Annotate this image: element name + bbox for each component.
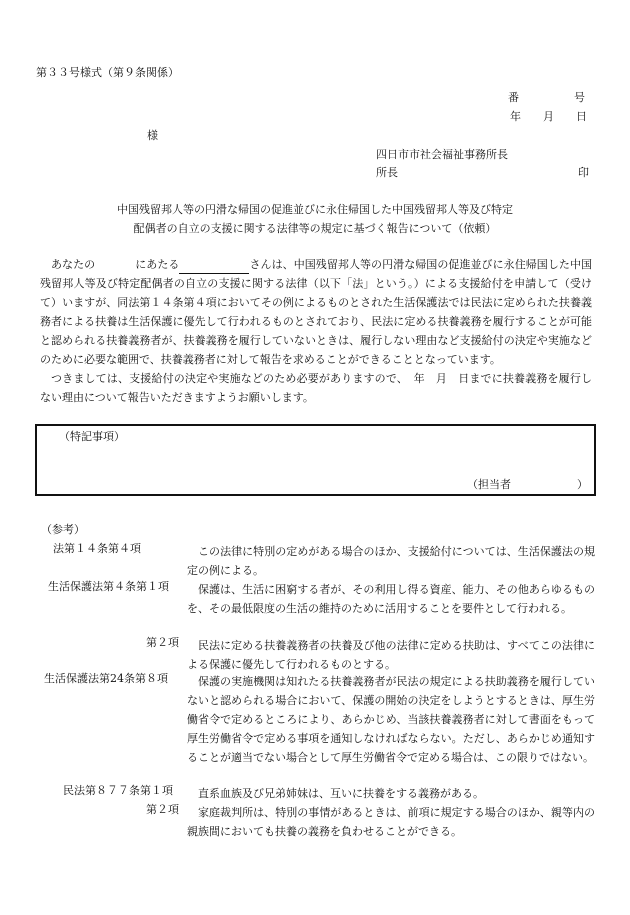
- body-p1-rest: さんは、中国残留邦人等の円滑な帰国の促進並びに永住帰国した中国残留邦人等及び特定配偶者の自立の支援に関する法律（以下「法」という。）による支援給付を申請して（受けて）いますが、同法第１４条第４項においてその例によるものとされた生活保護法では民法に定められた扶養義務者による扶養は生活保護に優先して行われるものとされており、民法に定める扶養義務を履行することが可能と認められる扶養義務者が、扶養義務を履行していないときは、履行しない理由など支援給付の決定や実施などのために必要な範囲で、扶養義務者に対して報告を求めることができることとなっています。: [40, 258, 593, 366]
- remarks-label: （特記事項）: [59, 430, 125, 443]
- reference-text: 保護は、生活に困窮する者が、その利用し得る資産、能力、その他あらゆるものを、その最低限度の生活の維持のために活用することを要件として行われる。: [187, 583, 595, 615]
- number-label: 番 号: [508, 91, 585, 104]
- body-paragraph-1: [40, 255, 592, 369]
- reference-text: 家庭裁判所は、特別の事情があるときは、前項に規定する場合のほか、親等内の親族間においても扶養の義務を負わせることができる。: [187, 806, 595, 838]
- issuer-office: 四日市市社会福祉事務所長: [376, 148, 508, 161]
- reference-text: 民法に定める扶養義務者の扶養及び他の法律に定める扶助は、すべてこの法律による保護に優先して行われるものとする。: [187, 639, 595, 671]
- reference-label: 生活保護法第４条第１項: [48, 580, 169, 593]
- title-line-2: 配偶者の自立の支援に関する法律等の規定に基づく報告について（依頼）: [133, 222, 497, 235]
- reference-label: 第２項: [146, 636, 179, 649]
- form-number: 第３３号様式（第９条関係）: [36, 66, 179, 79]
- body-p1-start: あなたの: [51, 258, 96, 271]
- document-title: [40, 200, 590, 238]
- reference-text: 保護の実施機関は知れたる扶養義務者が民法の規定による扶助義務を履行していないと認められる場合において、保護の開始の決定をしようとするときは、厚生労働省令で定めるところにより、あらかじめ、当該扶養義務者に対して書面をもって厚生労働省令で定める事項を通知しなければならない。ただし、あらかじめ通知することが適当でない場合として厚生労働省令で定める場合は、この限りではない。: [187, 675, 595, 764]
- reference-label: 民法第８７７条第１項: [63, 784, 173, 797]
- reference-text: 直系血族及び兄弟姉妹は、互いに扶養をする義務がある。: [198, 787, 484, 800]
- body-p1-relation: にあたる: [135, 258, 180, 271]
- request-body: [40, 255, 592, 407]
- name-blank: [179, 261, 249, 274]
- date-label: 年 月 日: [510, 110, 587, 123]
- issuer-title: 所長: [376, 166, 398, 179]
- reference-text: この法律に特別の定めがある場合のほか、支援給付については、生活保護法の規定の例による。: [187, 545, 595, 577]
- reference-heading: （参考）: [41, 523, 85, 536]
- reference-label: 生活保護法第24条第８項: [44, 672, 168, 685]
- seal-mark: 印: [578, 166, 589, 179]
- contact-person: （担当者 ）: [467, 478, 588, 491]
- reference-label: 法第１４条第４項: [53, 542, 141, 555]
- remarks-box: [35, 424, 596, 496]
- recipient-suffix: 様: [147, 129, 158, 142]
- body-paragraph-2: つきましては、支援給付の決定や実施などのため必要がありますので、 年 月 日までに扶養義務を履行しない理由について報告いただきますようお願いします。: [40, 372, 592, 404]
- reference-label: 第２項: [146, 803, 179, 816]
- title-line-1: 中国残留邦人等の円滑な帰国の促進並びに永住帰国した中国残留邦人等及び特定: [117, 203, 513, 216]
